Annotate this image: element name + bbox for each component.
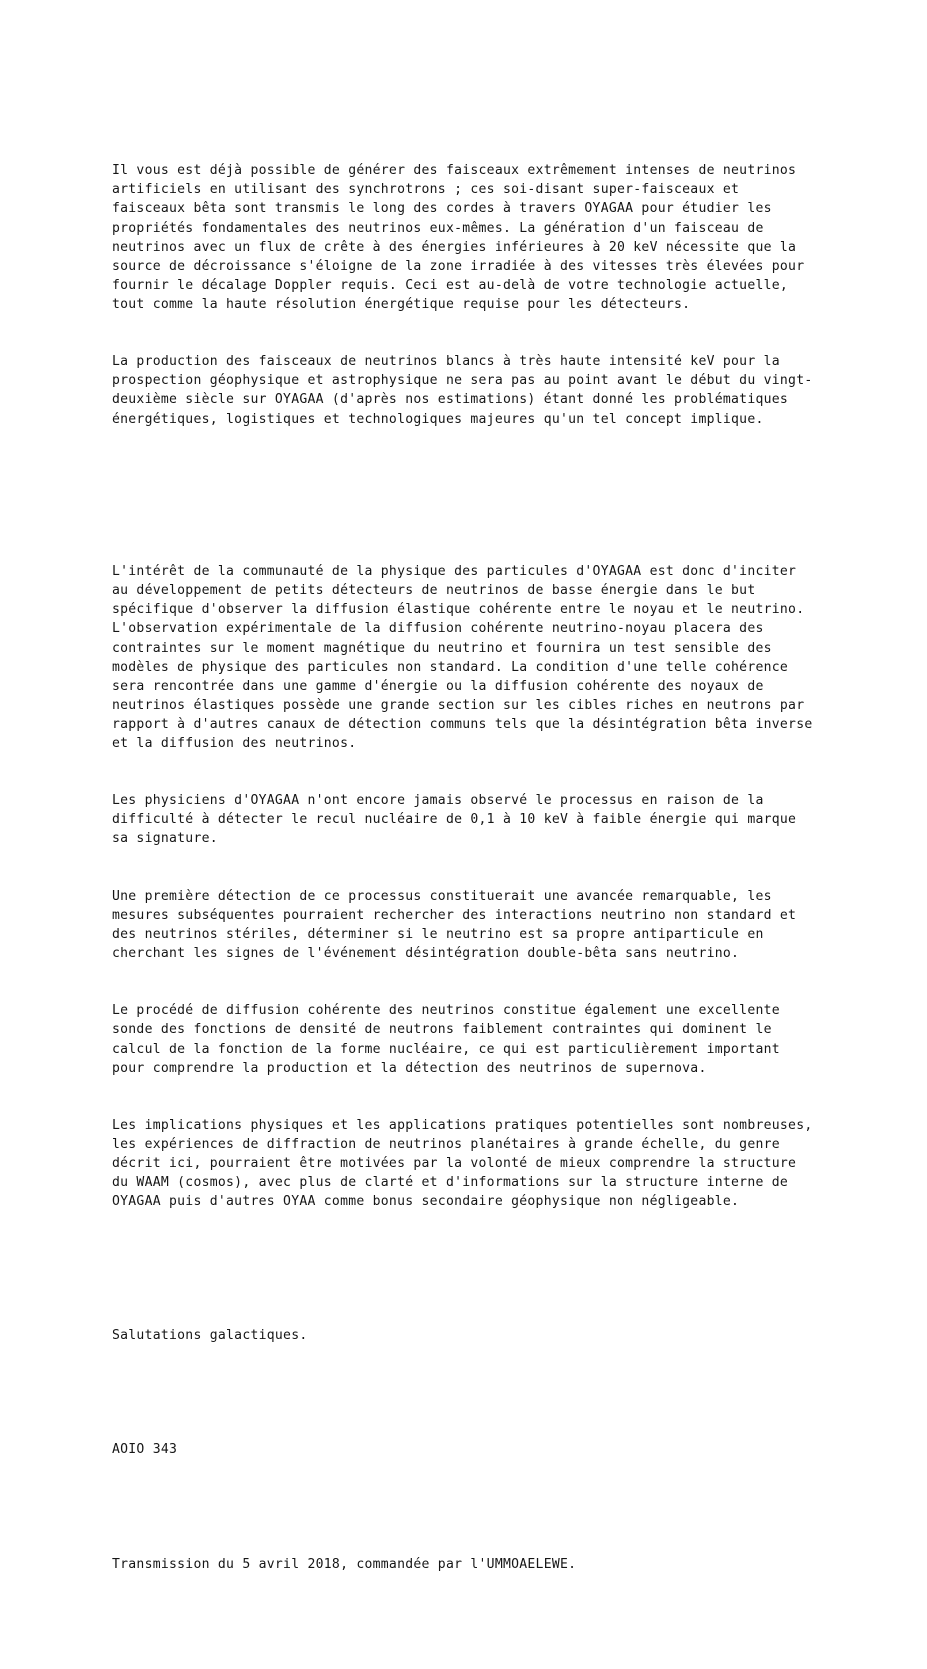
document-body: [112, 104, 821, 1669]
signature-block: [112, 1288, 815, 1612]
paragraph-5: Une première détection de ce processus constituerait une avancée remarquable, les mesures subséquentes pourraient rechercher des interactions neutrino non standard et des neutrinos stériles, déterminer si le neutrino est sa propre antiparticule en cherchant les signes de l'événement désintégration double-bêta sans neutrino.: [112, 888, 805, 962]
paragraph-2: La production des faisceaux de neutrinos blancs à très haute intensité keV pour la prospection géophysique et astrophysique ne sera pas au point avant le début du vingt-deuxième siècle sur OYAGAA (d'après nos estimations) étant donné les problématiques énergétiques, logistiques et technologiques majeures qu'un tel concept implique.: [112, 354, 813, 427]
closing-spacer: [112, 1383, 815, 1402]
reference-spacer: [112, 1498, 815, 1517]
paragraph-6: Le procédé de diffusion cohérente des neutrinos constitue également une excellente sonde des fonctions de densité de neutrons faiblement contraintes qui dominent le calcul de la fonction de la forme nucléaire, ce qui est particulièrement important pour comprendre la production et la détection des neutrinos de supernova.: [112, 1003, 789, 1076]
reference-code: AOIO 343: [112, 1442, 178, 1458]
paragraph-1: Il vous est déjà possible de générer des faisceaux extrêmement intenses de neutrinos artificiels en utilisant des synchrotrons ; ces soi-disant super-faisceaux et faisceaux bêta sont transmis le long des cordes à travers OYAGAA pour étudier les propriétés fondamentales des neutrinos eux-mêmes. La génération d'un faisceau de neutrinos avec un flux de crête à des énergies inférieures à 20 keV nécessite que la source de décroissance s'éloigne de la zone irradiée à des vitesses très élevées pour fournir le décalage Doppler requis. Ceci est au-delà de votre technologie actuelle, tout comme la haute résolution énergétique requise pour les détecteurs.: [112, 163, 813, 312]
paragraph-4: Les physiciens d'OYAGAA n'ont encore jamais observé le processus en raison de la difficulté à détecter le recul nucléaire de 0,1 à 10 keV à faible énergie qui marque sa signature.: [112, 793, 805, 847]
closing-line: Salutations galactiques.: [112, 1327, 308, 1343]
transmission-line: Transmission du 5 avril 2018, commandée par l'UMMOAELEWE.: [112, 1556, 577, 1572]
paragraph-3: L'intérêt de la communauté de la physique des particules d'OYAGAA est donc d'inciter au développement de petits détecteurs de neutrinos de basse énergie dans le but spécifique d'observer la diffusion élastique cohérente entre le noyau et le neutrino. L'observation expérimentale de la diffusion cohérente neutrino-noyau placera des contraintes sur le moment magnétique du neutrino et fournira un test sensible des modèles de physique des particules non standard. La condition d'une telle cohérence sera rencontrée dans une gamme d'énergie ou la diffusion cohérente des noyaux de neutrinos élastiques possède une grande section sur les cibles riches en neutrons par rapport à d'autres canaux de détection communs tels que la désintégration bêta inverse et la diffusion des neutrinos.: [112, 564, 821, 751]
paragraph-spacer: [112, 486, 815, 505]
paragraph-7: Les implications physiques et les applications pratiques potentielles sont nombreuses, les expériences de diffraction de neutrinos planétaires à grande échelle, du genre décrit ici, pourraient être motivées par la volonté de mieux comprendre la structure du WAAM (cosmos), avec plus de clarté et d'informations sur la structure interne de OYAGAA puis d'autres OYAA comme bonus secondaire géophysique non négligeable.: [112, 1117, 821, 1210]
